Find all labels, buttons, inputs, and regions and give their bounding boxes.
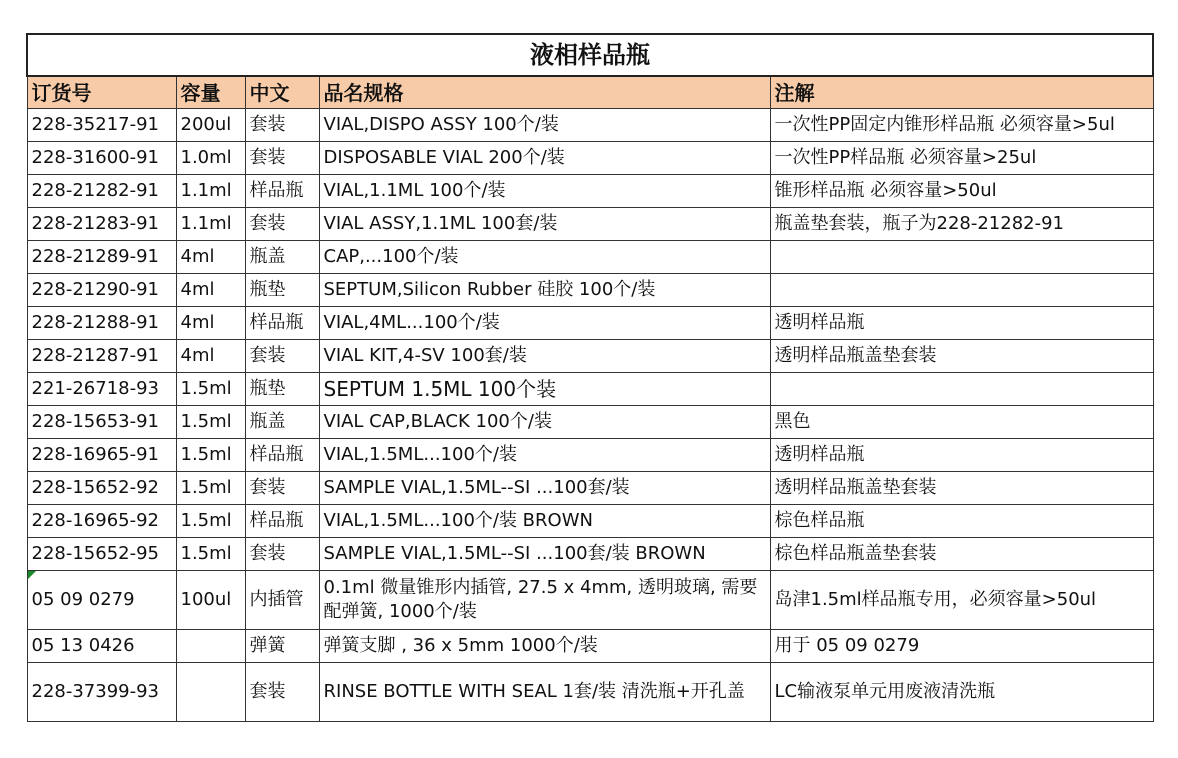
note-cell[interactable]: 透明样品瓶盖垫套装 (770, 340, 1153, 373)
table-row (27, 472, 1153, 505)
spec-cell[interactable]: VIAL,1.5ML...100个/装 (319, 439, 770, 472)
part-number-cell[interactable]: 228-31600-91 (27, 142, 176, 175)
spec-cell[interactable]: VIAL KIT,4-SV 100套/装 (319, 340, 770, 373)
table-row (27, 142, 1153, 175)
note-cell[interactable]: 一次性PP固定内锥形样品瓶 必须容量>5ul (770, 109, 1153, 142)
note-cell[interactable]: 瓶盖垫套装，瓶子为228-21282-91 (770, 208, 1153, 241)
capacity-cell[interactable]: 4ml (176, 274, 245, 307)
table-row (27, 175, 1153, 208)
capacity-cell[interactable]: 1.1ml (176, 175, 245, 208)
table-row (27, 208, 1153, 241)
note-cell[interactable]: 透明样品瓶 (770, 439, 1153, 472)
table-row (27, 439, 1153, 472)
part-number-cell[interactable]: 228-21287-91 (27, 340, 176, 373)
note-cell[interactable]: 透明样品瓶盖垫套装 (770, 472, 1153, 505)
part-number-cell[interactable]: 228-37399-93 (27, 663, 176, 722)
table-row (27, 406, 1153, 439)
chinese-name-cell[interactable]: 瓶垫 (245, 373, 319, 406)
capacity-cell[interactable]: 1.5ml (176, 505, 245, 538)
table-row (27, 274, 1153, 307)
table-row (27, 340, 1153, 373)
chinese-name-cell[interactable]: 样品瓶 (245, 175, 319, 208)
spec-cell[interactable]: VIAL ASSY,1.1ML 100套/装 (319, 208, 770, 241)
note-cell[interactable]: 一次性PP样品瓶 必须容量>25ul (770, 142, 1153, 175)
part-number-cell[interactable]: 228-16965-91 (27, 439, 176, 472)
note-cell[interactable] (770, 274, 1153, 307)
part-number-cell[interactable]: 05 13 0426 (27, 630, 176, 663)
header-part-number[interactable]: 订货号 (27, 76, 176, 109)
chinese-name-cell[interactable]: 样品瓶 (245, 439, 319, 472)
part-number-cell[interactable]: 228-35217-91 (27, 109, 176, 142)
capacity-cell[interactable]: 1.5ml (176, 472, 245, 505)
chinese-name-cell[interactable]: 套装 (245, 142, 319, 175)
spec-cell[interactable]: DISPOSABLE VIAL 200个/装 (319, 142, 770, 175)
header-row (27, 76, 1153, 109)
capacity-cell[interactable]: 1.1ml (176, 208, 245, 241)
note-cell[interactable]: 棕色样品瓶盖垫套装 (770, 538, 1153, 571)
note-cell[interactable]: 用于 05 09 0279 (770, 630, 1153, 663)
spec-cell[interactable]: SEPTUM 1.5ML 100个装 (319, 373, 770, 406)
note-cell[interactable] (770, 241, 1153, 274)
note-cell[interactable]: 棕色样品瓶 (770, 505, 1153, 538)
part-number-cell[interactable]: 228-21290-91 (27, 274, 176, 307)
note-cell[interactable]: LC输液泵单元用废液清洗瓶 (770, 663, 1153, 722)
spec-cell[interactable]: VIAL,1.5ML...100个/装 BROWN (319, 505, 770, 538)
part-number-text: 05 09 0279 (31, 589, 135, 610)
header-capacity[interactable]: 容量 (176, 76, 245, 109)
note-cell[interactable]: 岛津1.5ml样品瓶专用，必须容量>50ul (770, 571, 1153, 630)
note-cell[interactable]: 锥形样品瓶 必须容量>50ul (770, 175, 1153, 208)
capacity-cell[interactable]: 200ul (176, 109, 245, 142)
chinese-name-cell[interactable]: 瓶盖 (245, 406, 319, 439)
capacity-cell[interactable] (176, 630, 245, 663)
spec-cell[interactable]: RINSE BOTTLE WITH SEAL 1套/装 清洗瓶+开孔盖 (319, 663, 770, 722)
chinese-name-cell[interactable]: 瓶垫 (245, 274, 319, 307)
capacity-cell[interactable]: 4ml (176, 340, 245, 373)
chinese-name-cell[interactable]: 套装 (245, 538, 319, 571)
note-cell[interactable] (770, 373, 1153, 406)
title-row (27, 34, 1153, 76)
chinese-name-cell[interactable]: 套装 (245, 340, 319, 373)
spec-cell[interactable]: SAMPLE VIAL,1.5ML--SI ...100套/装 BROWN (319, 538, 770, 571)
part-number-cell[interactable]: 228-21288-91 (27, 307, 176, 340)
header-note[interactable]: 注解 (770, 76, 1153, 109)
table-row (27, 307, 1153, 340)
table-row (27, 109, 1153, 142)
table-row (27, 571, 1153, 630)
part-number-cell[interactable] (27, 571, 176, 630)
header-chinese-name[interactable]: 中文 (245, 76, 319, 109)
vial-table (26, 33, 1154, 722)
spec-cell[interactable]: VIAL,4ML...100个/装 (319, 307, 770, 340)
table-row (27, 538, 1153, 571)
capacity-cell[interactable]: 100ul (176, 571, 245, 630)
part-number-cell[interactable]: 228-15652-95 (27, 538, 176, 571)
chinese-name-cell[interactable]: 内插管 (245, 571, 319, 630)
chinese-name-cell[interactable]: 套装 (245, 472, 319, 505)
spec-cell[interactable]: VIAL CAP,BLACK 100个/装 (319, 406, 770, 439)
part-number-cell[interactable]: 228-15653-91 (27, 406, 176, 439)
table-row (27, 241, 1153, 274)
capacity-cell[interactable]: 1.5ml (176, 373, 245, 406)
note-cell[interactable]: 黑色 (770, 406, 1153, 439)
spec-cell[interactable]: 0.1ml 微量锥形内插管, 27.5 x 4mm, 透明玻璃, 需要配弹簧, 1000个/装 (319, 571, 770, 630)
capacity-cell[interactable]: 1.5ml (176, 439, 245, 472)
part-number-cell[interactable]: 228-21282-91 (27, 175, 176, 208)
header-spec[interactable]: 品名规格 (319, 76, 770, 109)
spec-cell[interactable]: 弹簧支脚 , 36 x 5mm 1000个/装 (319, 630, 770, 663)
capacity-cell[interactable] (176, 663, 245, 722)
table-row (27, 373, 1153, 406)
spec-cell[interactable]: SEPTUM,Silicon Rubber 硅胶 100个/装 (319, 274, 770, 307)
capacity-cell[interactable]: 1.5ml (176, 538, 245, 571)
chinese-name-cell[interactable]: 套装 (245, 208, 319, 241)
capacity-cell[interactable]: 4ml (176, 307, 245, 340)
table-row (27, 663, 1153, 722)
chinese-name-cell[interactable]: 样品瓶 (245, 505, 319, 538)
cell-comment-indicator (28, 571, 36, 579)
chinese-name-cell[interactable]: 套装 (245, 109, 319, 142)
part-number-cell[interactable]: 228-16965-92 (27, 505, 176, 538)
part-number-cell[interactable]: 228-21289-91 (27, 241, 176, 274)
table-row (27, 630, 1153, 663)
chinese-name-cell[interactable]: 样品瓶 (245, 307, 319, 340)
note-cell[interactable]: 透明样品瓶 (770, 307, 1153, 340)
table-title[interactable]: 液相样品瓶 (27, 34, 1153, 76)
chinese-name-cell[interactable]: 弹簧 (245, 630, 319, 663)
table-row (27, 505, 1153, 538)
spec-cell[interactable]: VIAL,1.1ML 100个/装 (319, 175, 770, 208)
spec-cell[interactable]: SAMPLE VIAL,1.5ML--SI ...100套/装 (319, 472, 770, 505)
chinese-name-cell[interactable]: 瓶盖 (245, 241, 319, 274)
capacity-cell[interactable]: 1.0ml (176, 142, 245, 175)
chinese-name-cell[interactable]: 套装 (245, 663, 319, 722)
capacity-cell[interactable]: 1.5ml (176, 406, 245, 439)
part-number-cell[interactable]: 221-26718-93 (27, 373, 176, 406)
spec-cell[interactable]: CAP,...100个/装 (319, 241, 770, 274)
spec-cell[interactable]: VIAL,DISPO ASSY 100个/装 (319, 109, 770, 142)
capacity-cell[interactable]: 4ml (176, 241, 245, 274)
part-number-cell[interactable]: 228-15652-92 (27, 472, 176, 505)
part-number-cell[interactable]: 228-21283-91 (27, 208, 176, 241)
